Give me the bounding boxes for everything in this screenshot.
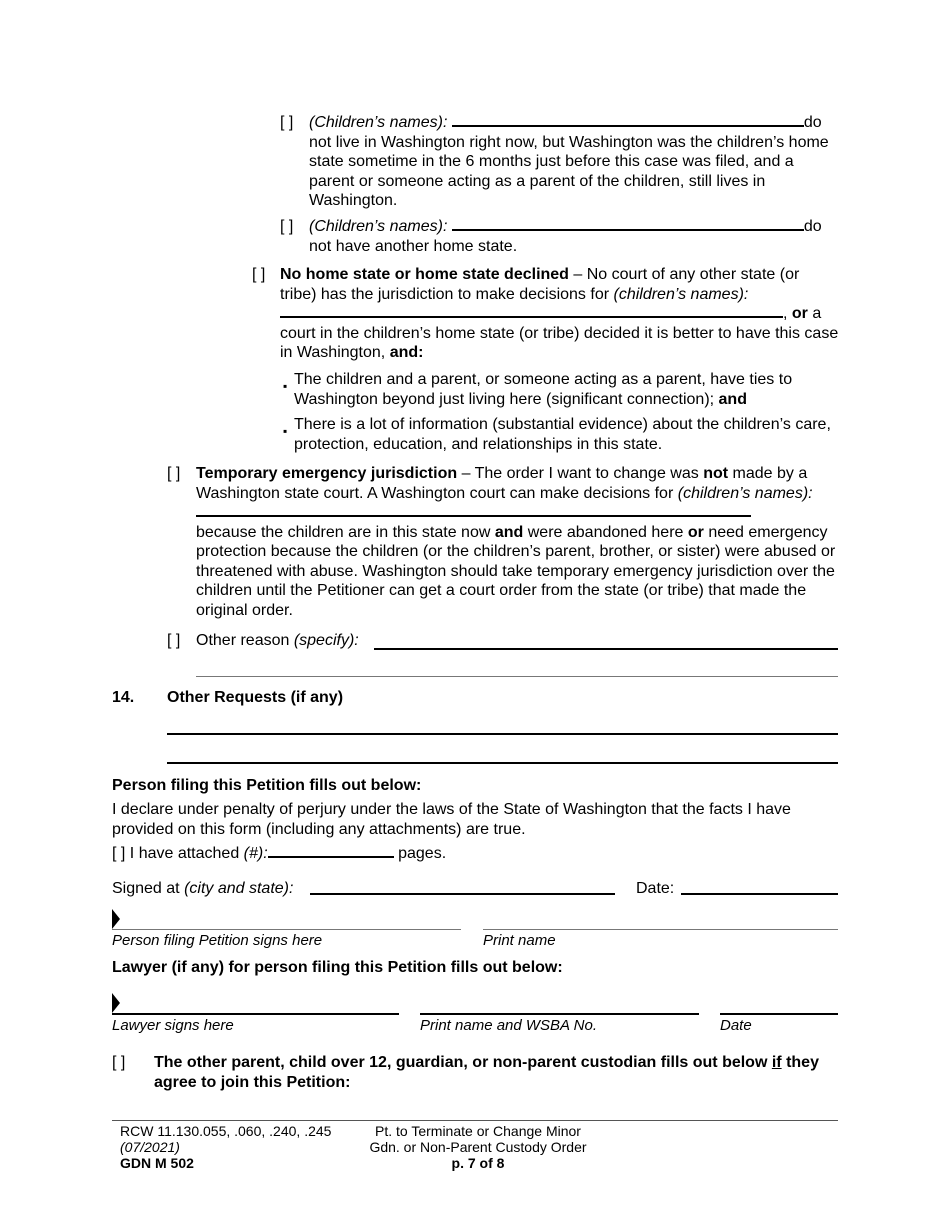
lawyer-print-name-field[interactable]	[420, 1013, 699, 1015]
other-requests-line-1[interactable]	[167, 733, 838, 735]
no-home-or: or	[791, 305, 808, 322]
other-parent-text2: they agree to join this Petition:	[154, 1054, 819, 1091]
temp-and: and	[494, 523, 524, 541]
item-a-label: (Children’s names):	[309, 114, 448, 131]
item-b-text	[309, 217, 837, 256]
other-reason-field-line2[interactable]	[196, 676, 838, 677]
temp-text4: were abandoned here	[523, 523, 688, 541]
section-14-number: 14.	[112, 689, 135, 706]
lawyer-date-label: Date	[720, 1017, 752, 1034]
bullet-2-marker: ▪	[283, 424, 288, 438]
footer-date: (07/2021)	[120, 1139, 180, 1155]
attached-line	[112, 844, 446, 864]
item-b-tail: do	[803, 218, 822, 235]
attached-pre: I have attached	[129, 845, 244, 862]
other-parent-text	[154, 1053, 834, 1092]
bullet-2-text: There is a lot of information (substantial evidence) about the children’s care, protection, education, and relationships in this state.	[294, 416, 831, 453]
footer-rule	[112, 1120, 838, 1121]
signed-at-label	[112, 879, 293, 899]
no-home-title: No home state or home state declined	[280, 266, 569, 283]
lawyer-print-label: Print name and WSBA No.	[420, 1017, 598, 1034]
filer-signature-field[interactable]	[112, 929, 461, 930]
signed-at-text: Signed at	[112, 880, 185, 897]
temp-title: Temporary emergency jurisdiction	[196, 465, 458, 482]
temp-label: (children’s names):	[677, 484, 813, 502]
no-home-label: (children’s names):	[613, 285, 749, 303]
other-parent-if: if	[771, 1054, 782, 1071]
attached-post: pages.	[398, 845, 447, 862]
temp-text5: need emergency protection because the children (or the children’s parent, brother, or sister) were abused or threatened with abuse. Washington should take temporary emergency jurisdiction over the children until the Petitioner can get a court order from the state (or tribe) that made the original order.	[196, 523, 836, 619]
item-b-body: not have another home state.	[309, 237, 518, 255]
no-home-and: and:	[389, 344, 424, 361]
attached-pages-field[interactable]	[268, 844, 394, 858]
date-label: Date:	[636, 880, 675, 897]
filer-sign-label: Person filing Petition signs here	[112, 932, 323, 949]
other-reason-label-group	[196, 631, 359, 651]
no-home-state-block	[280, 265, 840, 363]
checkbox-attached[interactable]: [ ]	[112, 845, 126, 862]
footer-title-1: Pt. to Terminate or Change Minor	[375, 1123, 581, 1139]
other-reason-field[interactable]	[374, 648, 838, 650]
section-14-title: Other Requests (if any)	[167, 689, 344, 706]
no-home-text2: court in the children’s home state (or tribe) decided it is better to have this case in Washington,	[280, 324, 839, 361]
declaration-text: I declare under penalty of perjury under the laws of the State of Washington that the facts I have provided on this form (including any attachments) are true.	[112, 801, 791, 838]
item-a-names-field[interactable]	[452, 113, 804, 127]
no-home-text1: – No court of any other state (or tribe) has the jurisdiction to make decisions for	[280, 266, 800, 303]
item-b-names-field[interactable]	[452, 217, 804, 231]
item-a-tail: do	[803, 114, 822, 131]
temp-text1: – The order I want to change was	[457, 465, 704, 482]
footer-left	[120, 1123, 331, 1171]
no-home-names-field[interactable]	[280, 304, 783, 318]
bullet-1-marker: ▪	[283, 379, 288, 393]
other-reason-label: Other reason	[196, 632, 294, 649]
lawyer-date-field[interactable]	[720, 1013, 838, 1015]
city-state-field[interactable]	[310, 893, 615, 895]
checkbox-temporary-emergency[interactable]: [ ]	[167, 465, 181, 482]
temporary-emergency-block	[196, 464, 840, 620]
checkbox-other-parent[interactable]: [ ]	[112, 1054, 126, 1071]
bullet-2	[294, 415, 834, 454]
item-a-text	[309, 113, 837, 211]
other-requests-line-2[interactable]	[167, 762, 838, 764]
item-b-label: (Children’s names):	[309, 218, 448, 235]
footer-form-number: GDN M 502	[120, 1155, 194, 1171]
other-reason-specify: (specify):	[293, 632, 359, 649]
filer-print-label: Print name	[483, 932, 556, 949]
filer-heading: Person filing this Petition fills out below:	[112, 777, 422, 794]
temp-text2: made by a Washington state court. A Washington court can make decisions for	[196, 465, 808, 502]
lawyer-heading: Lawyer (if any) for person filing this Petition fills out below:	[112, 959, 563, 976]
lawyer-sign-label: Lawyer signs here	[112, 1017, 234, 1034]
temp-not: not	[703, 465, 729, 482]
footer-rcw: RCW 11.130.055, .060, .240, .245	[120, 1123, 332, 1139]
footer-center	[360, 1123, 596, 1171]
footer-page-number: p. 7 of 8	[451, 1155, 505, 1171]
item-a-body: not live in Washington right now, but Washington was the children’s home state sometime in the 6 months just before this case was filed, and a parent or someone acting as a parent of the children, still lives in Washington.	[309, 133, 829, 209]
temp-names-field[interactable]	[196, 503, 751, 517]
lawyer-sign-arrow-icon	[112, 993, 120, 1013]
bullet-1-and: and	[718, 390, 747, 408]
bullet-1-text: The children and a parent, or someone acting as a parent, have ties to Washington beyond just living here (significant connection);	[294, 371, 793, 408]
footer-title-2: Gdn. or Non-Parent Custody Order	[369, 1139, 587, 1155]
checkbox-no-home-state[interactable]: [ ]	[252, 266, 266, 283]
attached-num-label: (#):	[243, 845, 268, 862]
temp-or: or	[687, 523, 704, 541]
checkbox-children-not-live[interactable]: [ ]	[280, 114, 294, 131]
bullet-1	[294, 370, 834, 409]
temp-text3: because the children are in this state now	[196, 523, 495, 541]
checkbox-other-reason[interactable]: [ ]	[167, 632, 181, 649]
no-home-comma: ,	[783, 305, 792, 322]
filer-print-name-field[interactable]	[483, 929, 838, 930]
city-state-label: (city and state):	[184, 880, 294, 897]
checkbox-no-other-home[interactable]: [ ]	[280, 218, 294, 235]
no-home-a: a	[807, 305, 822, 322]
lawyer-signature-field[interactable]	[112, 1013, 399, 1015]
sign-here-arrow-icon	[112, 909, 120, 929]
date-field[interactable]	[681, 893, 838, 895]
other-parent-text1: The other parent, child over 12, guardian, or non-parent custodian fills out below	[154, 1054, 772, 1071]
